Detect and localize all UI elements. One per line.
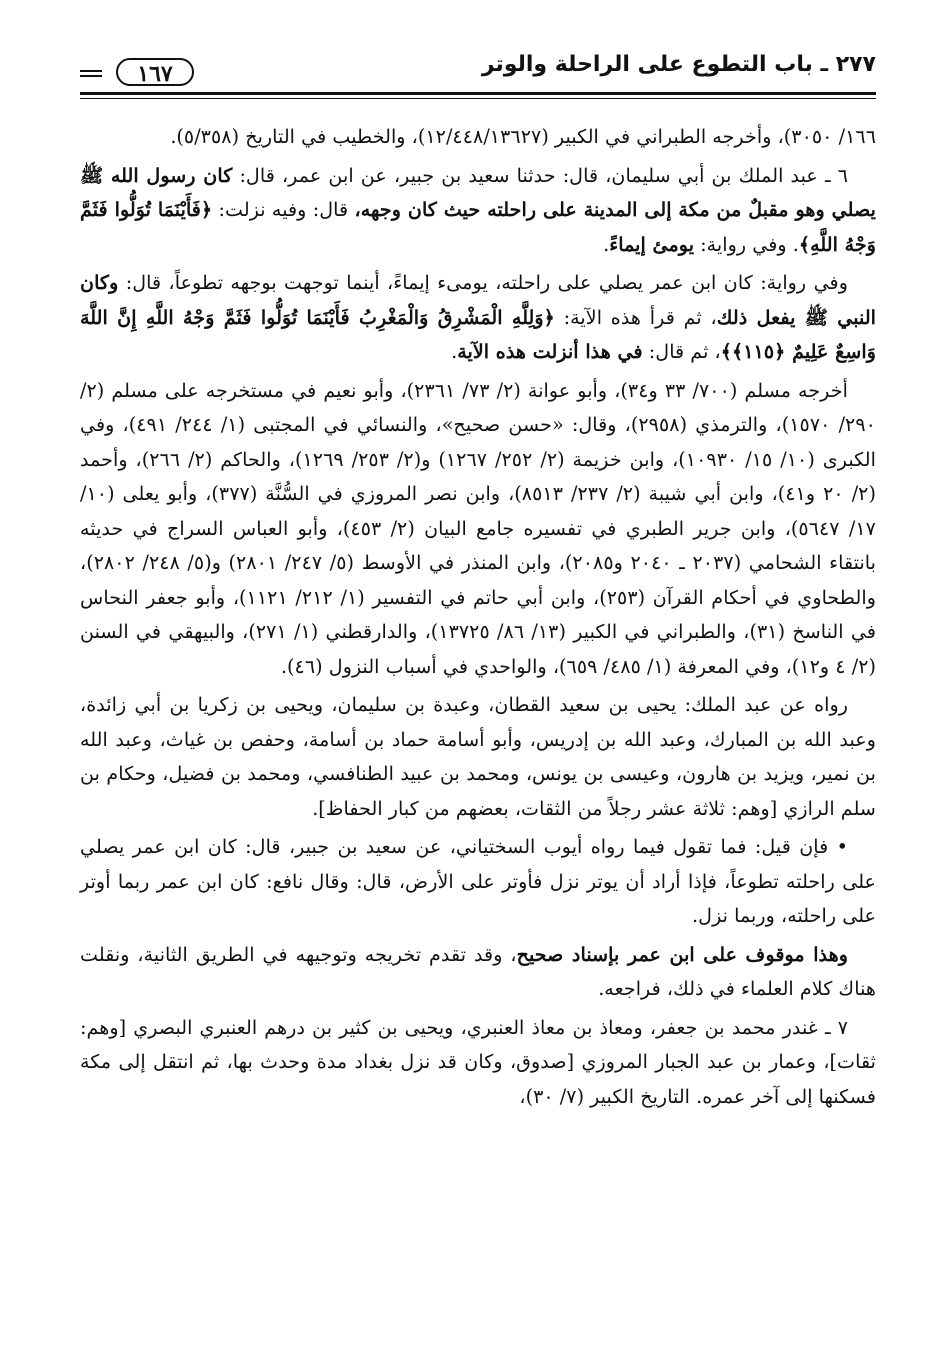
text-run: ، وقد تقدم تخريجه وتوجيهه في الطريق الثانية، ونقلت هناك كلام العلماء في ذلك، فراجعه.	[80, 942, 876, 1000]
ornament-rule	[80, 75, 102, 77]
bold-text: وكان النبي ﷺ يفعل ذلك	[80, 271, 877, 329]
text-run: . وفي رواية:	[694, 232, 799, 256]
text-run: .	[603, 232, 610, 256]
paragraph	[80, 266, 876, 370]
text-run: • فإن قيل: فما تقول فيما رواه أيوب السختياني، عن سعيد بن جبير، قال: كان ابن عمر يصلي على راحلته تطوعاً، فإذا أراد أن يوتر نزل فأوتر على الأرض، قال: وقال نافع: كان ابن عمر ربما أوتر على راحلته، وربما نزل.	[80, 835, 876, 927]
bold-text: في هذا أنزلت هذه الآية	[457, 340, 643, 363]
paragraph	[80, 688, 876, 826]
text-run: أخرجه مسلم (٧٠٠/ ٣٣ و٣٤)، وأبو عوانة (٢/ ٧٣/ ٢٣٦١)، وأبو نعيم في مستخرجه على مسلم (٢/ ٢٩٠/ ١٥٧٠)، والترمذي (٢٩٥٨)، وقال: «حسن صحيح»، والنسائي في المجتبى (١/ ٢٤٤/ ٤٩١)، وفي الكبرى (١٠/ ١٥/ ١٠٩٣٠)، وابن خزيمة (٢/ ٢٥٢/ ١٢٦٧) و(٢/ ٢٥٣/ ١٢٦٩)، والحاكم (٢/ ٢٦٦)، وأحمد (٢/ ٢٠ و٤١)، وابن أبي شيبة (٢/ ٢٣٧/ ٨٥١٣)، وابن نصر المروزي في السُّنَّة (٣٧٧)، وأبو يعلى (١٠/ ١٧/ ٥٦٤٧)، وابن جرير الطبري في تفسيره جامع البيان (٢/ ٤٥٣)، وأبو العباس السراج في حديثه بانتقاء الشحامي (٢٠٣٧ ـ ٢٠٤٠ و٢٠٨٥)، وابن المنذر في الأوسط (٥/ ٢٤٧/ ٢٨٠١) و(٥/ ٢٤٨/ ٢٨٠٢)، والطحاوي في أحكام القرآن (٢٥٣)، وابن أبي حاتم في التفسير (١/ ٢١٢/ ١١٢١)، وأبو جعفر النحاس في الناسخ (٣١)، والطبراني في الكبير (١٣/ ٨٦/ ١٣٧٢٥)، والدارقطني (١/ ٢٧١)، والبيهقي في السنن (٢/ ٤ و١٢)، وفي المعرفة (١/ ٤٨٥/ ٦٥٩)، والواحدي في أسباب النزول (٤٦).	[80, 378, 877, 678]
bold-text: يومئ إيماءً	[609, 232, 695, 256]
text-run: ، ثم قرأ هذه الآية:	[554, 305, 717, 329]
header-divider	[80, 92, 876, 95]
text-run: وفي رواية: كان ابن عمر يصلي على راحلته، يومىء إيماءً، أينما توجهت بوجهه تطوعاً، قال:	[118, 271, 848, 294]
bold-text: ﴿وَلِلَّهِ الْمَشْرِقُ وَالْمَغْرِبُ فَأَيْنَمَا تُوَلُّوا فَثَمَّ وَجْهُ اللَّهِ إِنَّ اللَّهَ وَاسِعٌ عَلِيمٌ ﴿١١٥﴾﴾	[80, 305, 876, 363]
page-number: ١٦٧	[116, 58, 194, 86]
text-run: ، ثم قال:	[642, 340, 721, 363]
paragraph	[80, 374, 876, 685]
ornament-rule	[80, 70, 102, 72]
text-run: ٧ ـ غندر محمد بن جعفر، ومعاذ بن معاذ العنبري، ويحيى بن كثير بن درهم العنبري البصري [وهم: ثقات]، وعمار بن عبد الجبار المروزي [صدوق، وكان قد نزل بغداد مدة وحدث بها، ثم انتقل إلى مكة فسكنها إلى آخر عمره. التاريخ الكبير (٧/ ٣٠)،	[80, 1015, 876, 1108]
header-divider-thin	[80, 98, 876, 99]
text-run: رواه عن عبد الملك: يحيى بن سعيد القطان، وعبدة بن سليمان، ويحيى بن زكريا بن أبي زائدة، وعبد الله بن المبارك، وعبد الله بن إدريس، وأبو أسامة حماد بن أسامة، وحفص بن غياث، وعبد الله بن نمير، ويزيد بن هارون، وعيسى بن يونس، ومحمد بن عبيد الطنافسي، ومحمد بن فضيل، وحكام بن سلم الرازي [وهم: ثلاثة عشر رجلاً من الثقات، بعضهم من كبار الحفاظ].	[80, 693, 876, 820]
paragraph	[80, 938, 876, 1007]
bold-text: وهذا موقوف على ابن عمر بإسناد صحيح	[516, 942, 848, 966]
text-run: .	[451, 340, 458, 363]
page-header	[80, 50, 876, 90]
bold-text: كان رسول الله ﷺ يصلي وهو مقبلٌ من مكة إلى المدينة على راحلته حيث كان وجهه،	[80, 163, 877, 221]
paragraph	[80, 830, 876, 934]
paragraph	[80, 120, 876, 155]
text-run: ١٦٦/ ٣٠٥٠)، وأخرجه الطبراني في الكبير (١٢/٤٤٨/١٣٦٢٧)، والخطيب في التاريخ (٥/٣٥٨).	[170, 125, 876, 148]
running-title: ٢٧٧ ـ باب التطوع على الراحلة والوتر	[481, 52, 876, 77]
text-run: قال: وفيه نزلت:	[212, 198, 355, 221]
paragraph	[80, 159, 876, 263]
body-text	[80, 120, 876, 1118]
paragraph	[80, 1011, 876, 1115]
page-number-ornament	[80, 58, 220, 88]
bold-text: ﴿فَأَيْنَمَا تُوَلُّوا فَثَمَّ وَجْهُ اللَّهِ﴾	[80, 198, 876, 256]
text-run: ٦ ـ عبد الملك بن أبي سليمان، قال: حدثنا سعيد بن جبير، عن ابن عمر، قال:	[232, 163, 848, 187]
